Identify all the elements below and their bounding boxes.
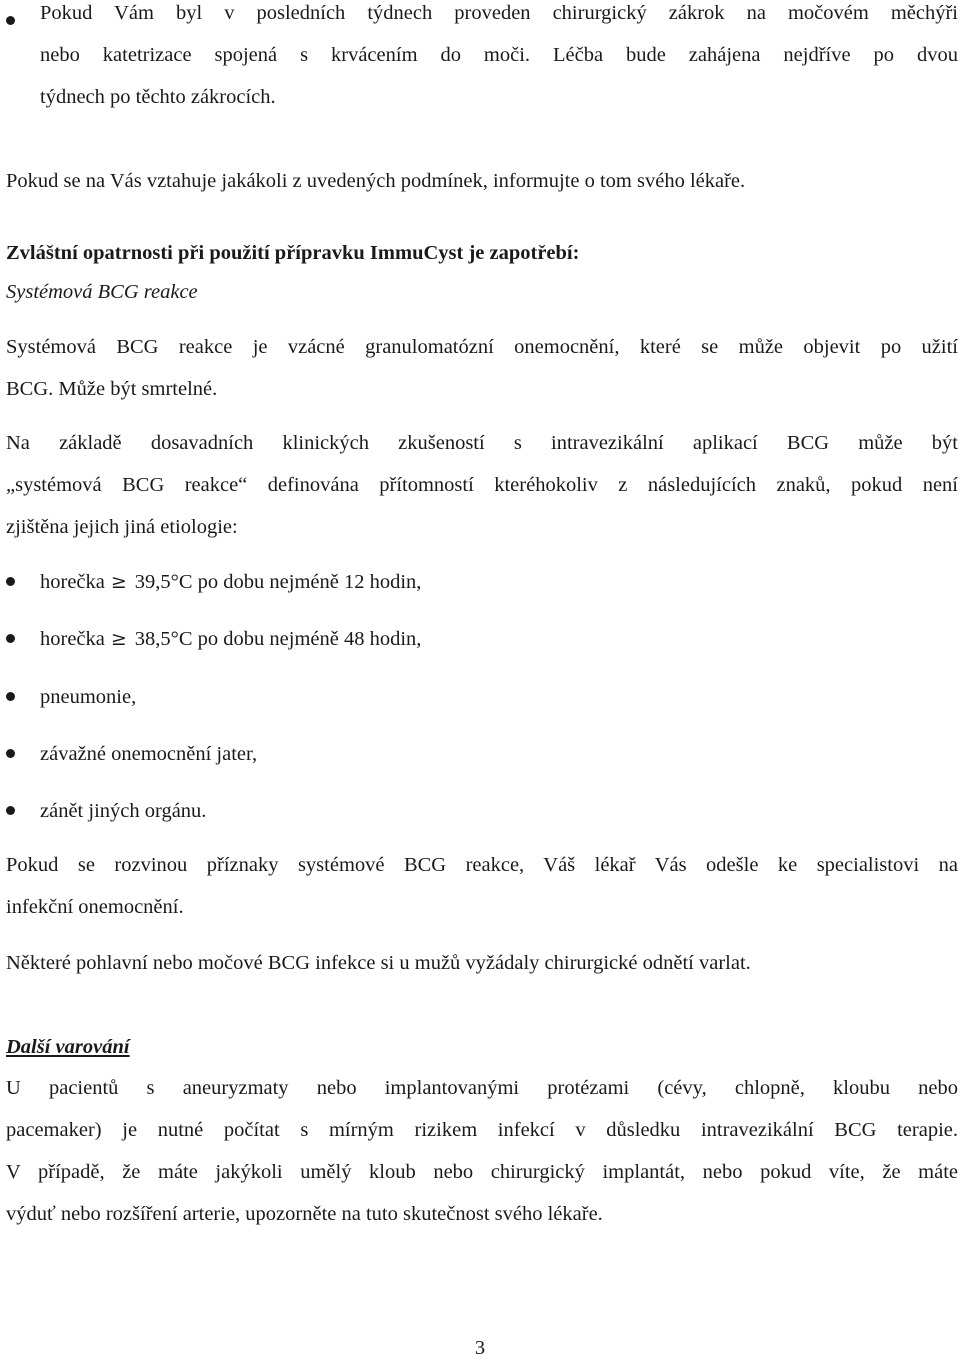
inform-doctor-text: Pokud se na Vás vztahuje jakákoli z uvedených podmínek, informujte o tom svého lékaře. [6, 170, 746, 192]
precautions-heading: Zvláštní opatrnosti při použití přípravku ImmuCyst je zapotřebí: [6, 242, 580, 264]
list-item-text [40, 618, 421, 660]
bullet-icon [6, 634, 15, 643]
bullet-icon [6, 577, 15, 586]
specialist-line-1: Pokud se rozvinou příznaky systémové BCG reakce, Váš lékař Vás odešle ke specialistovi na [6, 854, 958, 876]
warnings-line-3: V případě, že máte jakýkoli umělý kloub nebo chirurgický implantát, nebo pokud víte, že máte [6, 1161, 958, 1183]
systemic-subheading: Systémová BCG reakce [6, 281, 198, 303]
definition-line-1: Na základě dosavadních klinických zkušeností s intravezikální aplikací BCG může být [6, 432, 958, 454]
further-warnings-heading [6, 1026, 958, 1068]
warnings-line-4: výduť nebo rozšíření arterie, upozorněte na tuto skutečnost svého lékaře. [6, 1203, 603, 1225]
list-item [6, 733, 946, 775]
sign-prefix: horečka [40, 628, 105, 650]
intro-line-1: Pokud Vám byl v posledních týdnech proveden chirurgický zákrok na močovém měchýři [40, 2, 958, 24]
bullet-icon [6, 806, 15, 815]
sign-suffix: 39,5°C po dobu nejméně 12 hodin, [134, 571, 422, 593]
list-item [6, 790, 946, 832]
warnings-line-1: U pacientů s aneuryzmaty nebo implantovanými protézami (cévy, chlopně, kloubu nebo [6, 1077, 958, 1099]
bullet-icon [6, 692, 15, 701]
further-warnings-title: Další varování [6, 1036, 130, 1058]
sign-suffix: 38,5°C po dobu nejméně 48 hodin, [134, 628, 422, 650]
intro-bullet-text [40, 0, 958, 118]
intro-line-3: týdnech po těchto zákrocích. [40, 86, 276, 108]
list-item [6, 618, 946, 660]
systemic-paragraph [6, 326, 958, 410]
sign-prefix: horečka [40, 571, 105, 593]
intro-line-2: nebo katetrizace spojená s krvácením do moči. Léčba bude zahájena nejdříve po dvou [40, 44, 958, 66]
systemic-line-2: BCG. Může být smrtelné. [6, 378, 218, 400]
bullet-icon [6, 16, 15, 25]
definition-line-2: „systémová BCG reakce“ definována přítomností kteréhokoliv z následujících znaků, pokud není [6, 474, 958, 496]
list-item-text: závažné onemocnění jater, [40, 743, 258, 765]
bullet-icon [6, 749, 15, 758]
greater-equal-symbol: ≥ [110, 571, 127, 593]
specialist-line-2: infekční onemocnění. [6, 896, 184, 918]
list-item-text [40, 561, 421, 603]
genital-infections-text: Některé pohlavní nebo močové BCG infekce si u mužů vyžádaly chirurgické odnětí varlat. [6, 952, 751, 974]
greater-equal-symbol: ≥ [110, 628, 127, 650]
list-item [6, 676, 946, 718]
systemic-line-1: Systémová BCG reakce je vzácné granulomatózní onemocnění, které se může objevit po užití [6, 336, 958, 358]
list-item [6, 561, 946, 603]
list-item-text: zánět jiných orgánu. [40, 800, 207, 822]
list-item-text: pneumonie, [40, 686, 137, 708]
page-number: 3 [474, 1337, 486, 1359]
specialist-paragraph [6, 844, 958, 928]
warnings-paragraph [6, 1067, 958, 1235]
definition-paragraph [6, 422, 958, 548]
warnings-line-2: pacemaker) je nutné počítat s mírným rizikem infekcí v důsledku intravezikální BCG terapie. [6, 1119, 958, 1141]
definition-line-3: zjištěna jejich jiná etiologie: [6, 516, 238, 538]
